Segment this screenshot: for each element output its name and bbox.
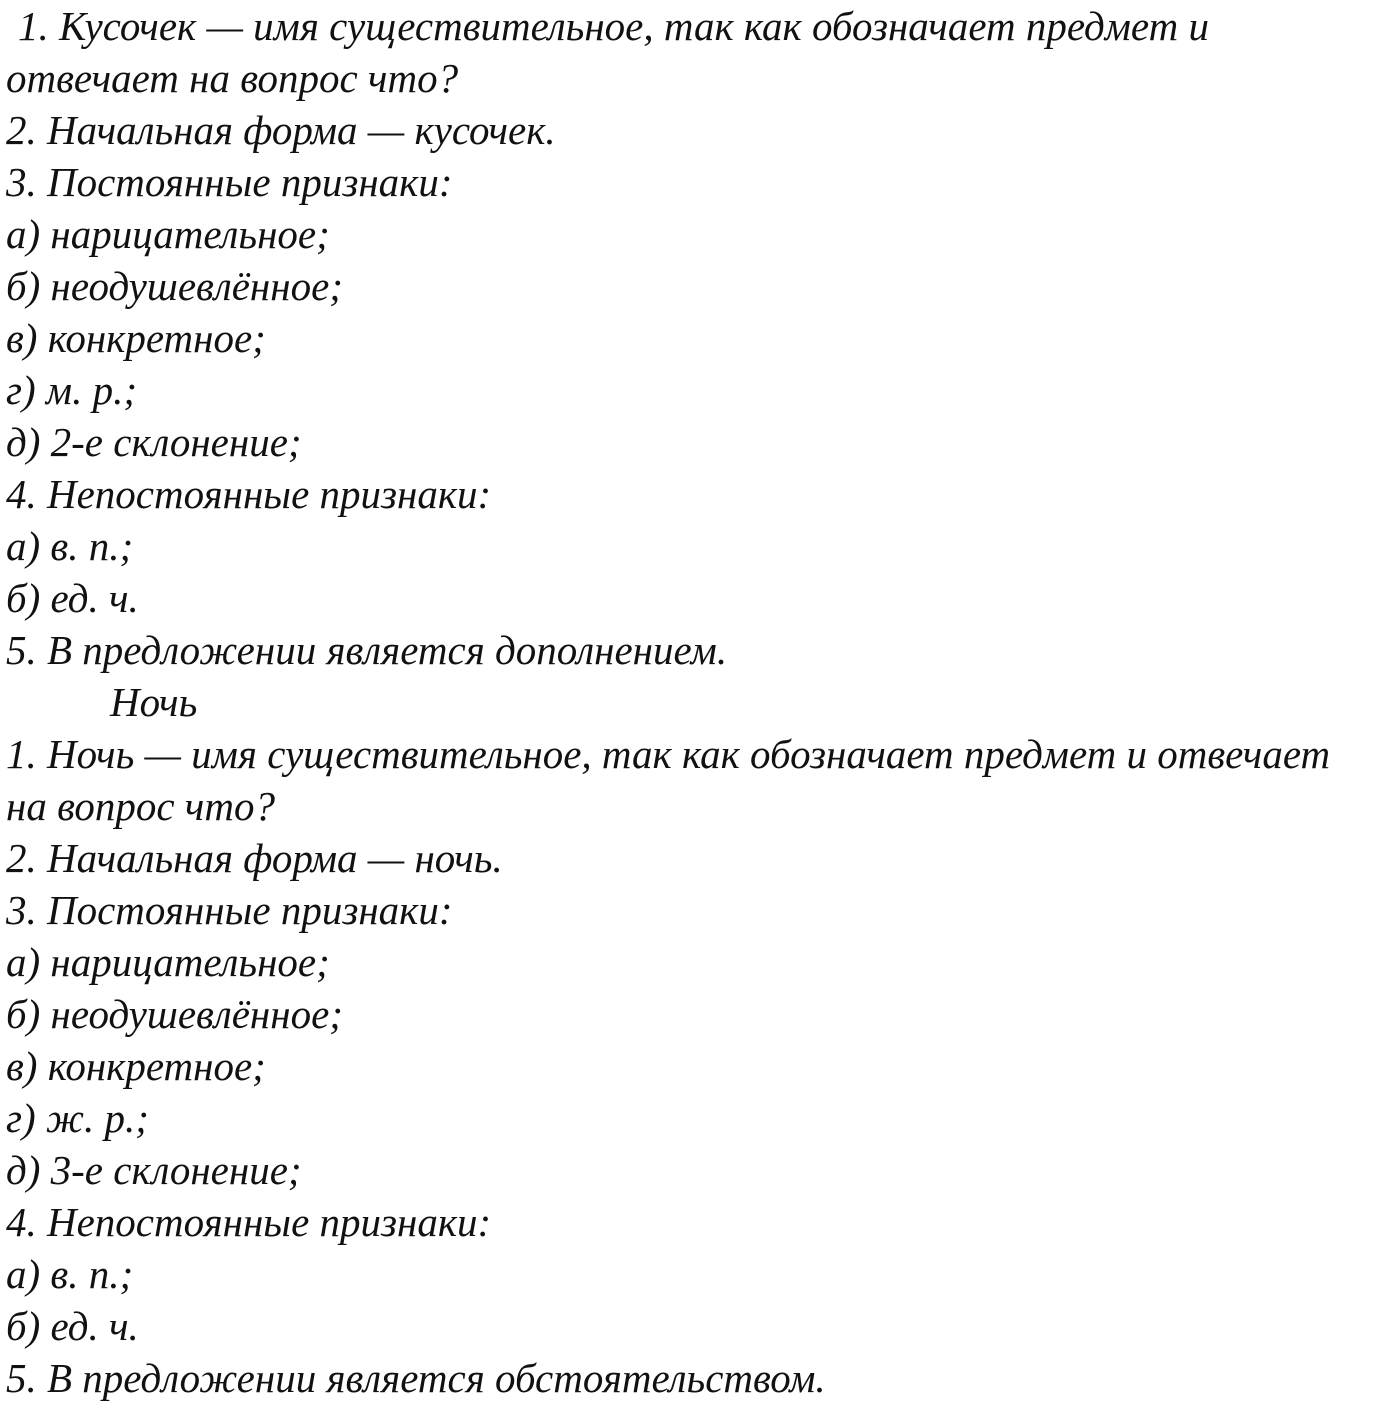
- text-line: 5. В предложении является обстоятельством.: [6, 1355, 826, 1401]
- text-line: 1. Кусочек — имя существительное, так как обозначает предмет и: [18, 3, 1209, 49]
- text-line: 2. Начальная форма — кусочек.: [6, 107, 556, 153]
- text-line: б) ед. ч.: [6, 575, 139, 621]
- text-line: на вопрос что?: [6, 783, 275, 829]
- text-line: г) м. р.;: [6, 367, 137, 413]
- document-body: [6, 0, 1396, 1404]
- text-line: д) 3-е склонение;: [6, 1147, 302, 1193]
- text-line: а) нарицательное;: [6, 211, 330, 257]
- text-line: б) ед. ч.: [6, 1303, 139, 1349]
- text-line: б) неодушевлённое;: [6, 263, 343, 309]
- text-line: 2. Начальная форма — ночь.: [6, 835, 503, 881]
- text-line: б) неодушевлённое;: [6, 991, 343, 1037]
- section-kusochek: [6, 0, 1396, 676]
- text-line: а) в. п.;: [6, 1251, 134, 1297]
- text-line: 3. Постоянные признаки:: [6, 159, 453, 205]
- text-line: в) конкретное;: [6, 315, 266, 361]
- text-line: 4. Непостоянные признаки:: [6, 471, 492, 517]
- text-line: в) конкретное;: [6, 1043, 266, 1089]
- text-line: отвечает на вопрос что?: [6, 55, 459, 101]
- text-line: а) в. п.;: [6, 523, 134, 569]
- text-line: д) 2-е склонение;: [6, 419, 302, 465]
- text-line: 4. Непостоянные признаки:: [6, 1199, 492, 1245]
- text-line: а) нарицательное;: [6, 939, 330, 985]
- text-line: 5. В предложении является дополнением.: [6, 627, 728, 673]
- text-line: 1. Ночь — имя существительное, так как обозначает предмет и отвечает: [6, 731, 1331, 777]
- text-line: г) ж. р.;: [6, 1095, 149, 1141]
- text-line: 3. Постоянные признаки:: [6, 887, 453, 933]
- section-heading: Ночь: [110, 679, 198, 725]
- section-noch: [6, 676, 1396, 1404]
